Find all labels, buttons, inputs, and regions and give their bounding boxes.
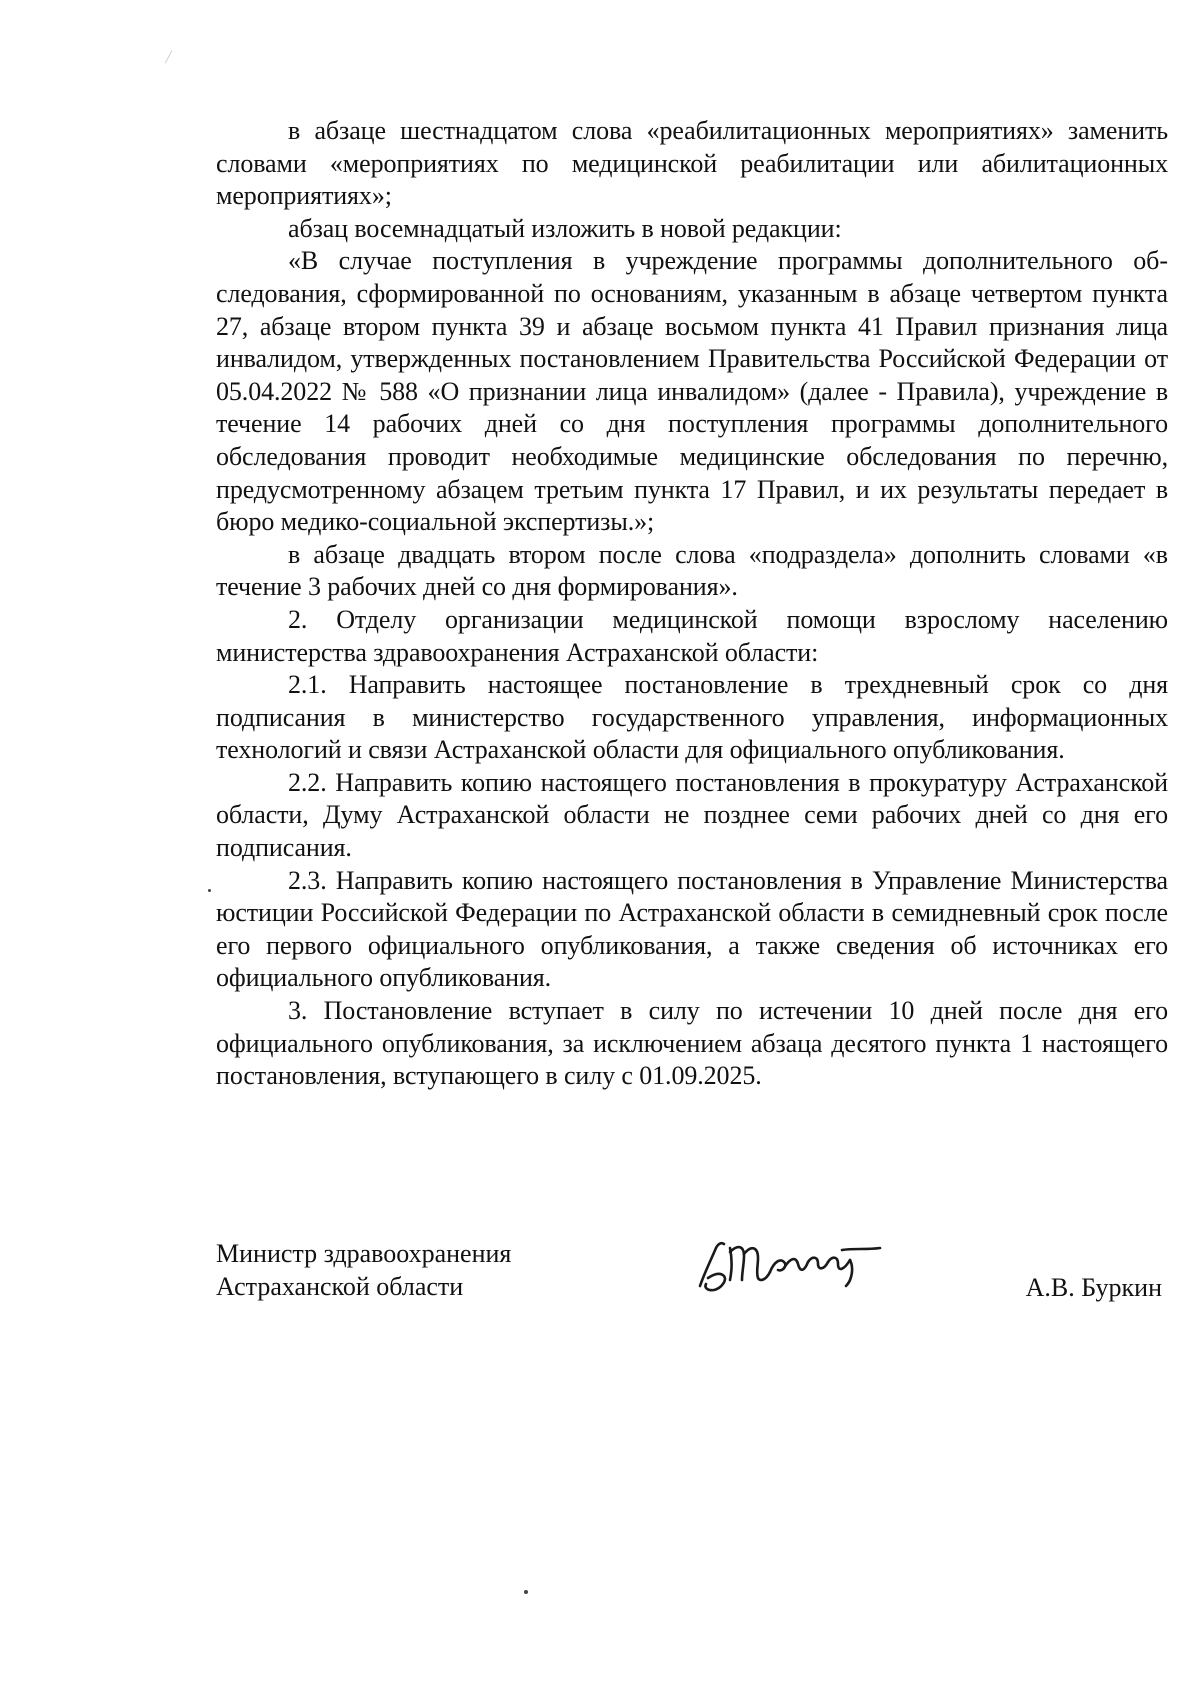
scan-artifact bbox=[165, 51, 172, 64]
signatory-name: А.В. Буркин bbox=[1025, 1273, 1162, 1302]
handwritten-signature bbox=[694, 1228, 894, 1298]
paragraph-abzac-16: в абзаце шестнадцатом слова «реабилитационных мероприятиях» заменить словами «мероприятиях по медицинской реабилитации или абилитационных мероприятиях»; bbox=[216, 116, 1168, 211]
document-body bbox=[216, 115, 1168, 1093]
paragraph-item-3: 3. Постановление вступает в силу по истечении 10 дней после дня его официального опубликования, за исключением абзаца десятого пункта 1 настоящего постановления, вступающего в силу с 01.09.2025. bbox=[216, 996, 1168, 1091]
signature-block bbox=[216, 1238, 1168, 1318]
position-line-2: Астраханской области bbox=[216, 1271, 464, 1301]
scan-speck bbox=[208, 889, 211, 892]
paragraph-item-2-1: 2.1. Направить настоящее постановление в трехдневный срок со дня подписания в министерство государственного управления, информационных технологий и связи Астраханской области для официального опубликования. bbox=[216, 670, 1168, 765]
scan-speck bbox=[524, 1590, 528, 1594]
paragraph-abzac-18-intro: абзац восемнадцатый изложить в новой редакции: bbox=[288, 213, 842, 243]
position-line-1: Министр здравоохранения bbox=[216, 1239, 512, 1268]
paragraph-abzac-18-text: «В случае поступления в учреждение программы дополнительного обследования, сформированной по основаниям, указанным в абзаце четвертом пункта 27, абзаце втором пункта 39 и абзаце восьмом пункта 41 Правил признания лица инвалидом, утвержденных постановлением Правительства Российской Федерации от 05.04.2022 № 588 «О признании лица инвалидом» (далее - Правила), учреждение в течение 14 рабочих дней со дня поступления программы дополнительного обследования проводит необходимые медицинские обследования по перечню, предусмотренному абзацем третьим пункта 17 Правил, и их результаты передает в бюро медико-социальной экспертизы.»; bbox=[216, 246, 1168, 537]
paragraph-item-2-2: 2.2. Направить копию настоящего постановления в прокуратуру Астраханской области, Думу Астраханской области не позднее семи рабочих дней со дня его подписания. bbox=[216, 767, 1168, 863]
paragraph-item-2: 2. Отделу организации медицинской помощи взрослому населению министерства здравоохранения Астраханской области: bbox=[216, 604, 1168, 667]
signatory-position bbox=[216, 1238, 511, 1303]
paragraph-abzac-22: в абзаце двадцать втором после слова «подраздела» дополнить словами «в течение 3 рабочих дней со дня формирования». bbox=[216, 539, 1168, 602]
paragraph-item-2-3: 2.3. Направить копию настоящего постановления в Управление Министерства юстиции Российской Федерации по Астраханской области в семидневный срок после его первого официального опубликования, а также сведения об источниках его официального опубликования. bbox=[216, 865, 1168, 993]
